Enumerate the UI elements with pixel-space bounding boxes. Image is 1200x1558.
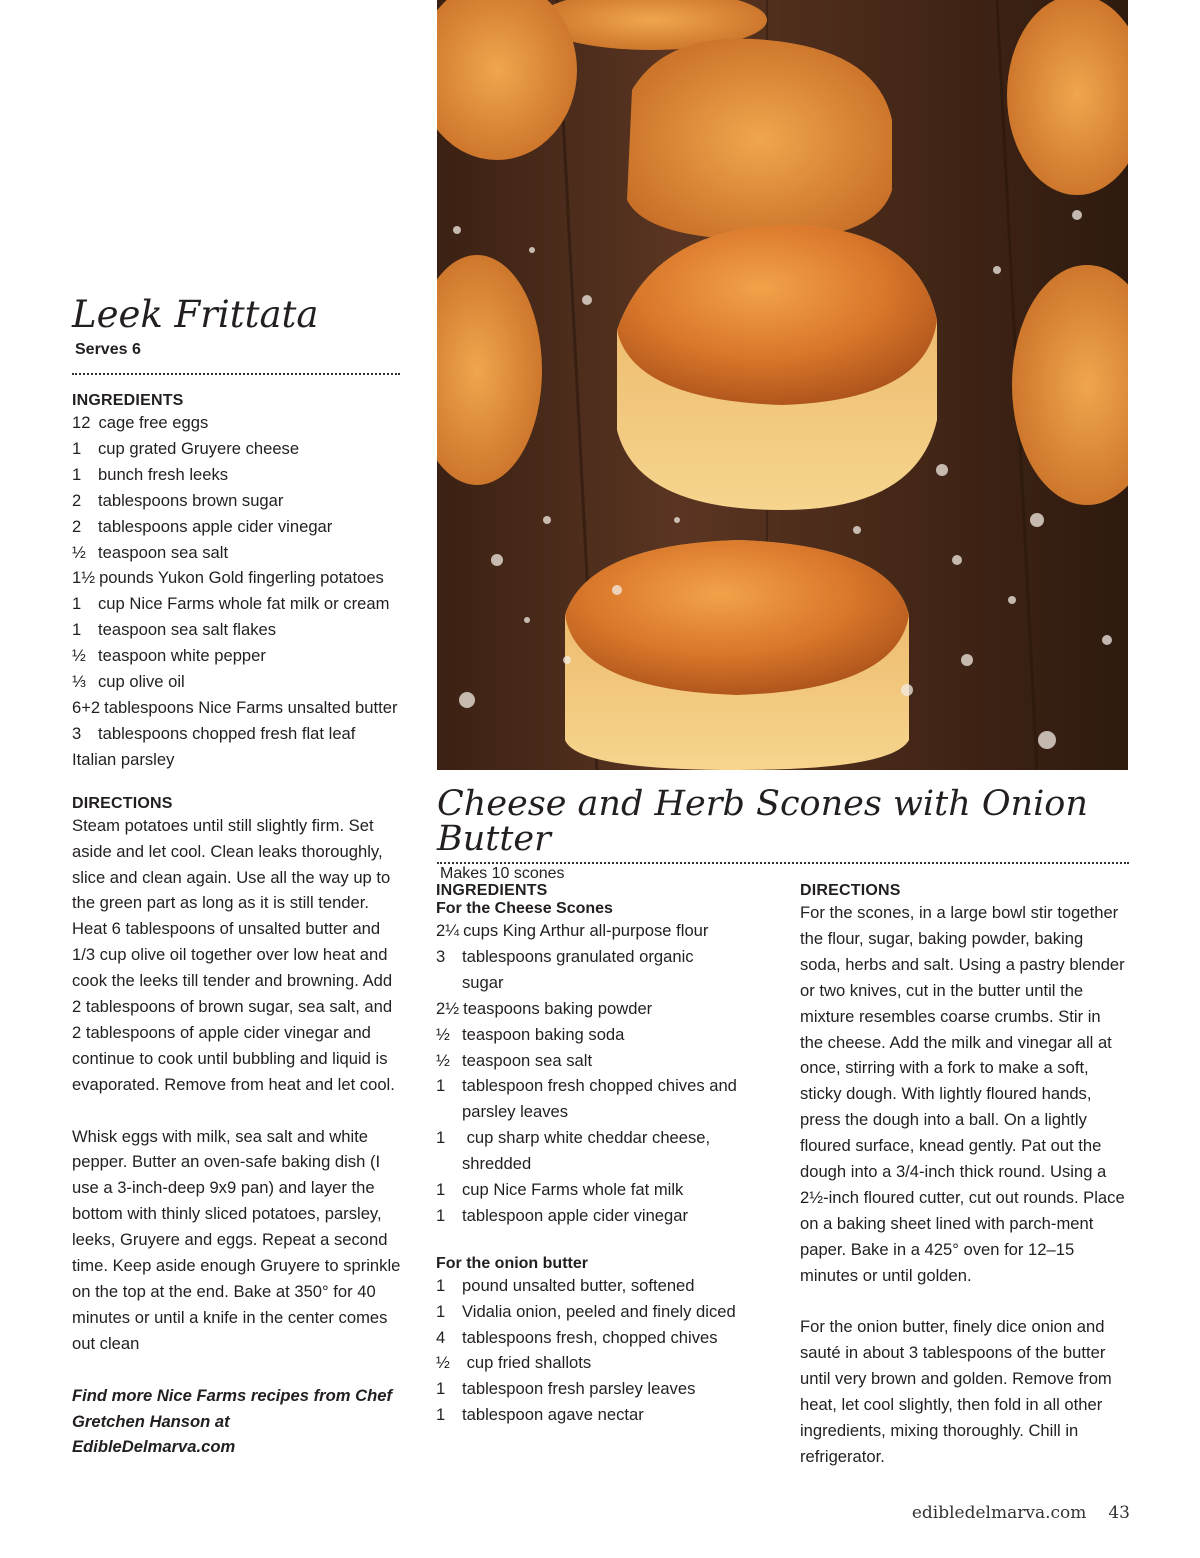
ingredient-item: bunch fresh leeks bbox=[98, 464, 229, 484]
ingredient-item: cup sharp white cheddar cheese, shredded bbox=[462, 1128, 715, 1174]
cheese-scones-list bbox=[436, 918, 766, 1229]
frittata-title: Leek Frittata bbox=[72, 293, 319, 336]
cheese-scones-subheading: For the Cheese Scones bbox=[436, 900, 613, 917]
ingredient-item: tablespoons chopped fresh flat leaf bbox=[98, 723, 356, 743]
ingredient-continuation: Italian parsley bbox=[72, 749, 175, 769]
ingredient-item: tablespoons apple cider vinegar bbox=[98, 516, 333, 536]
ingredient-row bbox=[436, 918, 766, 944]
ingredient-qty: 2¼ bbox=[436, 921, 460, 940]
ingredient-qty: ½ bbox=[436, 1050, 450, 1070]
scones-directions bbox=[800, 882, 1130, 1470]
ingredient-item: tablespoon fresh parsley leaves bbox=[462, 1379, 696, 1399]
ingredient-qty: ⅓ bbox=[72, 672, 86, 692]
directions-paragraph: Steam potatoes until still slightly firm. Set aside and let cool. Clean leaks thoroughly, slice and clean again. Use all the way up to the green part as long as it is still tender. Heat 6 tablespoons of unsalted butter and 1/3 cup olive oil together over low heat and cook the leeks till tender and browning. Add 2 tablespoons of brown sugar, sea salt, and 2 tablespoons of apple cider vinegar and continue to cook until bubbling and liquid is evaporated. Remove from heat and let cool. bbox=[72, 815, 395, 1094]
ingredient-row bbox=[72, 565, 412, 591]
ingredient-row bbox=[72, 591, 412, 617]
ingredient-qty: 12 bbox=[72, 413, 91, 432]
ingredient-row bbox=[436, 1402, 766, 1428]
ingredient-row bbox=[72, 514, 412, 540]
ingredient-qty: 1 bbox=[436, 1076, 446, 1096]
ingredient-row bbox=[436, 1022, 766, 1048]
ingredient-qty: 6+2 bbox=[72, 697, 101, 717]
directions-paragraph: For the scones, in a large bowl stir together the flour, sugar, baking powder, baking soda, herbs and salt. Using a pastry blender or two knives, cut in the butter until the mixture resembles coarse crumbs. Stir in the cheese. Add the milk and vinegar all at once, stirring with a fork to make a soft, sticky dough. With lightly floured hands, press the dough into a ball. On a lightly floured surface, knead gently. Pat out the dough into a 3/4-inch thick round. Using a 2½-inch floured cutter, cut out rounds. Place on a baking sheet lined with parch-ment paper. Bake in a 425° oven for 12–15 minutes or until golden. bbox=[800, 903, 1125, 1285]
ingredient-row bbox=[72, 410, 412, 436]
ingredient-row bbox=[72, 669, 412, 695]
ingredient-qty: 1 bbox=[72, 594, 82, 614]
ingredient-qty: ½ bbox=[436, 1353, 450, 1373]
ingredient-row bbox=[436, 1125, 766, 1177]
ingredient-item: cup grated Gruyere cheese bbox=[98, 438, 300, 458]
ingredient-item: teaspoon baking soda bbox=[462, 1024, 625, 1044]
ingredient-qty: 1 bbox=[72, 620, 82, 640]
scones-directions-heading: DIRECTIONS bbox=[800, 882, 901, 899]
leek-frittata-recipe bbox=[72, 293, 412, 1460]
scones-yield: Makes 10 scones bbox=[440, 865, 565, 882]
ingredient-row bbox=[72, 695, 412, 721]
ingredient-item: cups King Arthur all-purpose flour bbox=[463, 921, 709, 940]
frittata-directions-heading: DIRECTIONS bbox=[72, 794, 173, 812]
scones-ingredients bbox=[436, 882, 766, 1428]
ingredient-row bbox=[436, 1299, 766, 1325]
ingredient-row bbox=[436, 1203, 766, 1229]
ingredient-row bbox=[436, 1376, 766, 1402]
ingredient-qty: 3 bbox=[436, 946, 446, 966]
ingredient-item: pounds Yukon Gold fingerling potatoes bbox=[99, 568, 384, 588]
ingredient-row bbox=[436, 1177, 766, 1203]
ingredient-item: tablespoons Nice Farms unsalted butter bbox=[104, 697, 398, 717]
ingredient-qty: ½ bbox=[72, 646, 86, 666]
ingredient-row bbox=[436, 1073, 766, 1125]
ingredient-qty: 1 bbox=[436, 1275, 446, 1295]
scones-title: Cheese and Herb Scones with Onion Butter bbox=[437, 784, 1088, 859]
scones-photo bbox=[437, 0, 1128, 770]
ingredient-qty: 1 bbox=[436, 1128, 446, 1148]
directions-paragraph: For the onion butter, finely dice onion and sauté in about 3 tablespoons of the butter until very brown and golden. Remove from heat, let cool slightly, then fold in all other ingredients, mixing thoroughly. Chill in refrigerator. bbox=[800, 1317, 1112, 1467]
scones-directions-text bbox=[800, 900, 1126, 1470]
ingredient-row bbox=[72, 643, 412, 669]
ingredient-item: cup Nice Farms whole fat milk or cream bbox=[98, 594, 390, 614]
ingredient-item: Vidalia onion, peeled and finely diced bbox=[462, 1301, 736, 1321]
ingredient-item: teaspoon sea salt flakes bbox=[98, 620, 277, 640]
ingredient-qty: 1 bbox=[436, 1301, 446, 1321]
ingredient-item: cup fried shallots bbox=[462, 1353, 592, 1373]
ingredient-qty: 4 bbox=[436, 1327, 446, 1347]
scones-recipe-header bbox=[437, 784, 1137, 883]
frittata-ingredients-heading: INGREDIENTS bbox=[72, 392, 184, 409]
ingredient-item: tablespoon agave nectar bbox=[462, 1405, 644, 1425]
directions-paragraph: Whisk eggs with milk, sea salt and white pepper. Butter an oven-safe baking dish (I use a 3-inch-deep 9x9 pan) and layer the bottom with thinly sliced potatoes, parsley, leeks, Gruyere and eggs. Repeat a second time. Keep aside enough Gruyere to sprinkle on the top at the end. Bake at 350° for 40 minutes or until a knife in the center comes out clean bbox=[72, 1126, 401, 1353]
ingredient-item: cage free eggs bbox=[98, 413, 209, 432]
ingredient-item: cup Nice Farms whole fat milk bbox=[462, 1180, 684, 1200]
ingredient-qty: 1 bbox=[436, 1205, 446, 1225]
ingredient-item: tablespoons brown sugar bbox=[98, 490, 284, 510]
ingredient-item: tablespoon apple cider vinegar bbox=[462, 1205, 689, 1225]
frittata-directions bbox=[72, 813, 402, 1357]
ingredient-item: teaspoon sea salt bbox=[462, 1050, 593, 1070]
ingredient-item: cup olive oil bbox=[98, 672, 185, 692]
ingredient-row bbox=[436, 996, 766, 1022]
ingredient-row bbox=[436, 1350, 766, 1376]
ingredient-qty: 1 bbox=[436, 1180, 446, 1200]
ingredient-qty: 2½ bbox=[436, 998, 460, 1018]
ingredient-row bbox=[72, 436, 412, 462]
ingredient-item: tablespoons granulated organic sugar bbox=[462, 946, 694, 992]
page-footer bbox=[911, 1503, 1130, 1523]
ingredient-qty: 3 bbox=[72, 723, 82, 743]
ingredient-item: pound unsalted butter, softened bbox=[462, 1275, 695, 1295]
onion-butter-subheading: For the onion butter bbox=[436, 1254, 588, 1272]
ingredient-qty: 1 bbox=[436, 1405, 446, 1425]
ingredient-qty: 2 bbox=[72, 516, 82, 536]
ingredient-qty: 1 bbox=[72, 438, 82, 458]
ingredient-row bbox=[72, 721, 412, 747]
ingredient-row bbox=[72, 462, 412, 488]
ingredient-qty: ½ bbox=[72, 542, 86, 562]
ingredient-item: teaspoons baking powder bbox=[463, 998, 653, 1018]
ingredient-row bbox=[72, 540, 412, 566]
ingredient-row bbox=[72, 617, 412, 643]
ingredient-item: teaspoon white pepper bbox=[98, 646, 266, 666]
scones-divider bbox=[437, 862, 1129, 864]
ingredient-qty: 1½ bbox=[72, 568, 96, 588]
frittata-divider bbox=[72, 373, 400, 375]
page-number: 43 bbox=[1108, 1503, 1130, 1523]
spacer bbox=[436, 1229, 766, 1255]
frittata-ingredients-list bbox=[72, 410, 412, 773]
ingredient-item: tablespoon fresh chopped chives and parsley leaves bbox=[462, 1076, 737, 1122]
footer-site: edibledelmarva.com bbox=[911, 1503, 1087, 1523]
frittata-serves: Serves 6 bbox=[75, 341, 141, 358]
ingredient-qty: 1 bbox=[72, 464, 82, 484]
ingredient-qty: 1 bbox=[436, 1379, 446, 1399]
onion-butter-list bbox=[436, 1273, 766, 1428]
ingredient-row bbox=[436, 1325, 766, 1351]
ingredient-qty: ½ bbox=[436, 1024, 450, 1044]
ingredient-row bbox=[436, 1273, 766, 1299]
ingredient-row bbox=[436, 1048, 766, 1074]
scones-ingredients-heading: INGREDIENTS bbox=[436, 882, 548, 899]
ingredient-row bbox=[72, 488, 412, 514]
ingredient-item: teaspoon sea salt bbox=[98, 542, 229, 562]
recipe-credit: Find more Nice Farms recipes from Chef Gretchen Hanson at EdibleDelmarva.com bbox=[72, 1385, 392, 1457]
ingredient-qty: 2 bbox=[72, 490, 82, 510]
scones-photo-art bbox=[437, 0, 1128, 770]
ingredient-row bbox=[436, 944, 766, 996]
ingredient-item: tablespoons fresh, chopped chives bbox=[462, 1327, 718, 1347]
